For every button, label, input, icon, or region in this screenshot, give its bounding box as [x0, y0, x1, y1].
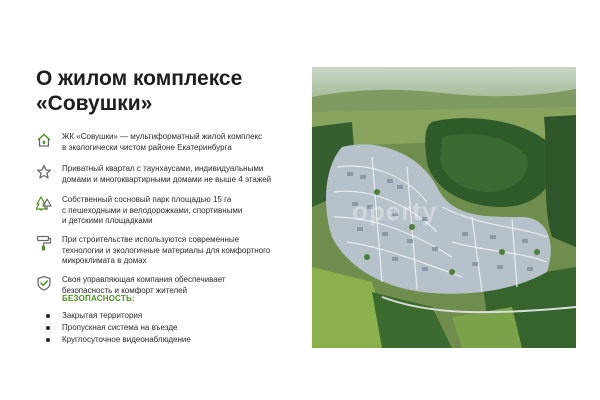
aerial-photo — [312, 67, 576, 348]
feature-text: ЖК «Совушки» — мультиформатный жилой комплекс в экологически чистом районе Екатеринбурга — [62, 132, 263, 152]
feature-text: Своя управляющая компания обеспечивает безопасность и комфорт жителей — [62, 275, 226, 295]
house-eco-icon — [36, 132, 52, 148]
bullet-icon — [46, 326, 50, 330]
title-line-1: О жилом комплексе — [36, 67, 243, 90]
feature-item — [36, 235, 296, 275]
title-line-2: «Совушки» — [36, 92, 153, 115]
feature-text: Приватный квартал с таунхаусами, индивидуальными домами и многоквартирными домами не выше 4 этажей — [62, 164, 272, 184]
watermark-text: operty — [352, 196, 438, 226]
safety-title: БЕЗОПАСНОСТЬ: — [62, 294, 135, 303]
bullet-icon — [46, 314, 50, 318]
page-title — [36, 66, 242, 116]
feature-text: Собственный сосновый парк площадью 15 га с пешеходными и велодорожками, спортивными и детскими площадками — [62, 195, 243, 225]
feature-item — [36, 164, 296, 195]
features-list — [36, 132, 296, 305]
feature-item — [36, 132, 296, 164]
bullet-icon — [46, 338, 50, 342]
star-icon — [36, 164, 52, 180]
shield-check-icon — [36, 275, 52, 291]
list-item: Пропускная система на въезде — [46, 322, 191, 334]
paint-roller-icon — [36, 235, 52, 251]
feature-item — [36, 195, 296, 235]
safety-list — [46, 310, 191, 346]
pine-tree-icon — [36, 195, 52, 211]
feature-text: При строительстве используются современные технологии и экологичные материалы для комфортного микроклимата в домах — [62, 235, 271, 265]
list-item: Круглосуточное видеонаблюдение — [46, 334, 191, 346]
list-item: Закрытая территория — [46, 310, 191, 322]
